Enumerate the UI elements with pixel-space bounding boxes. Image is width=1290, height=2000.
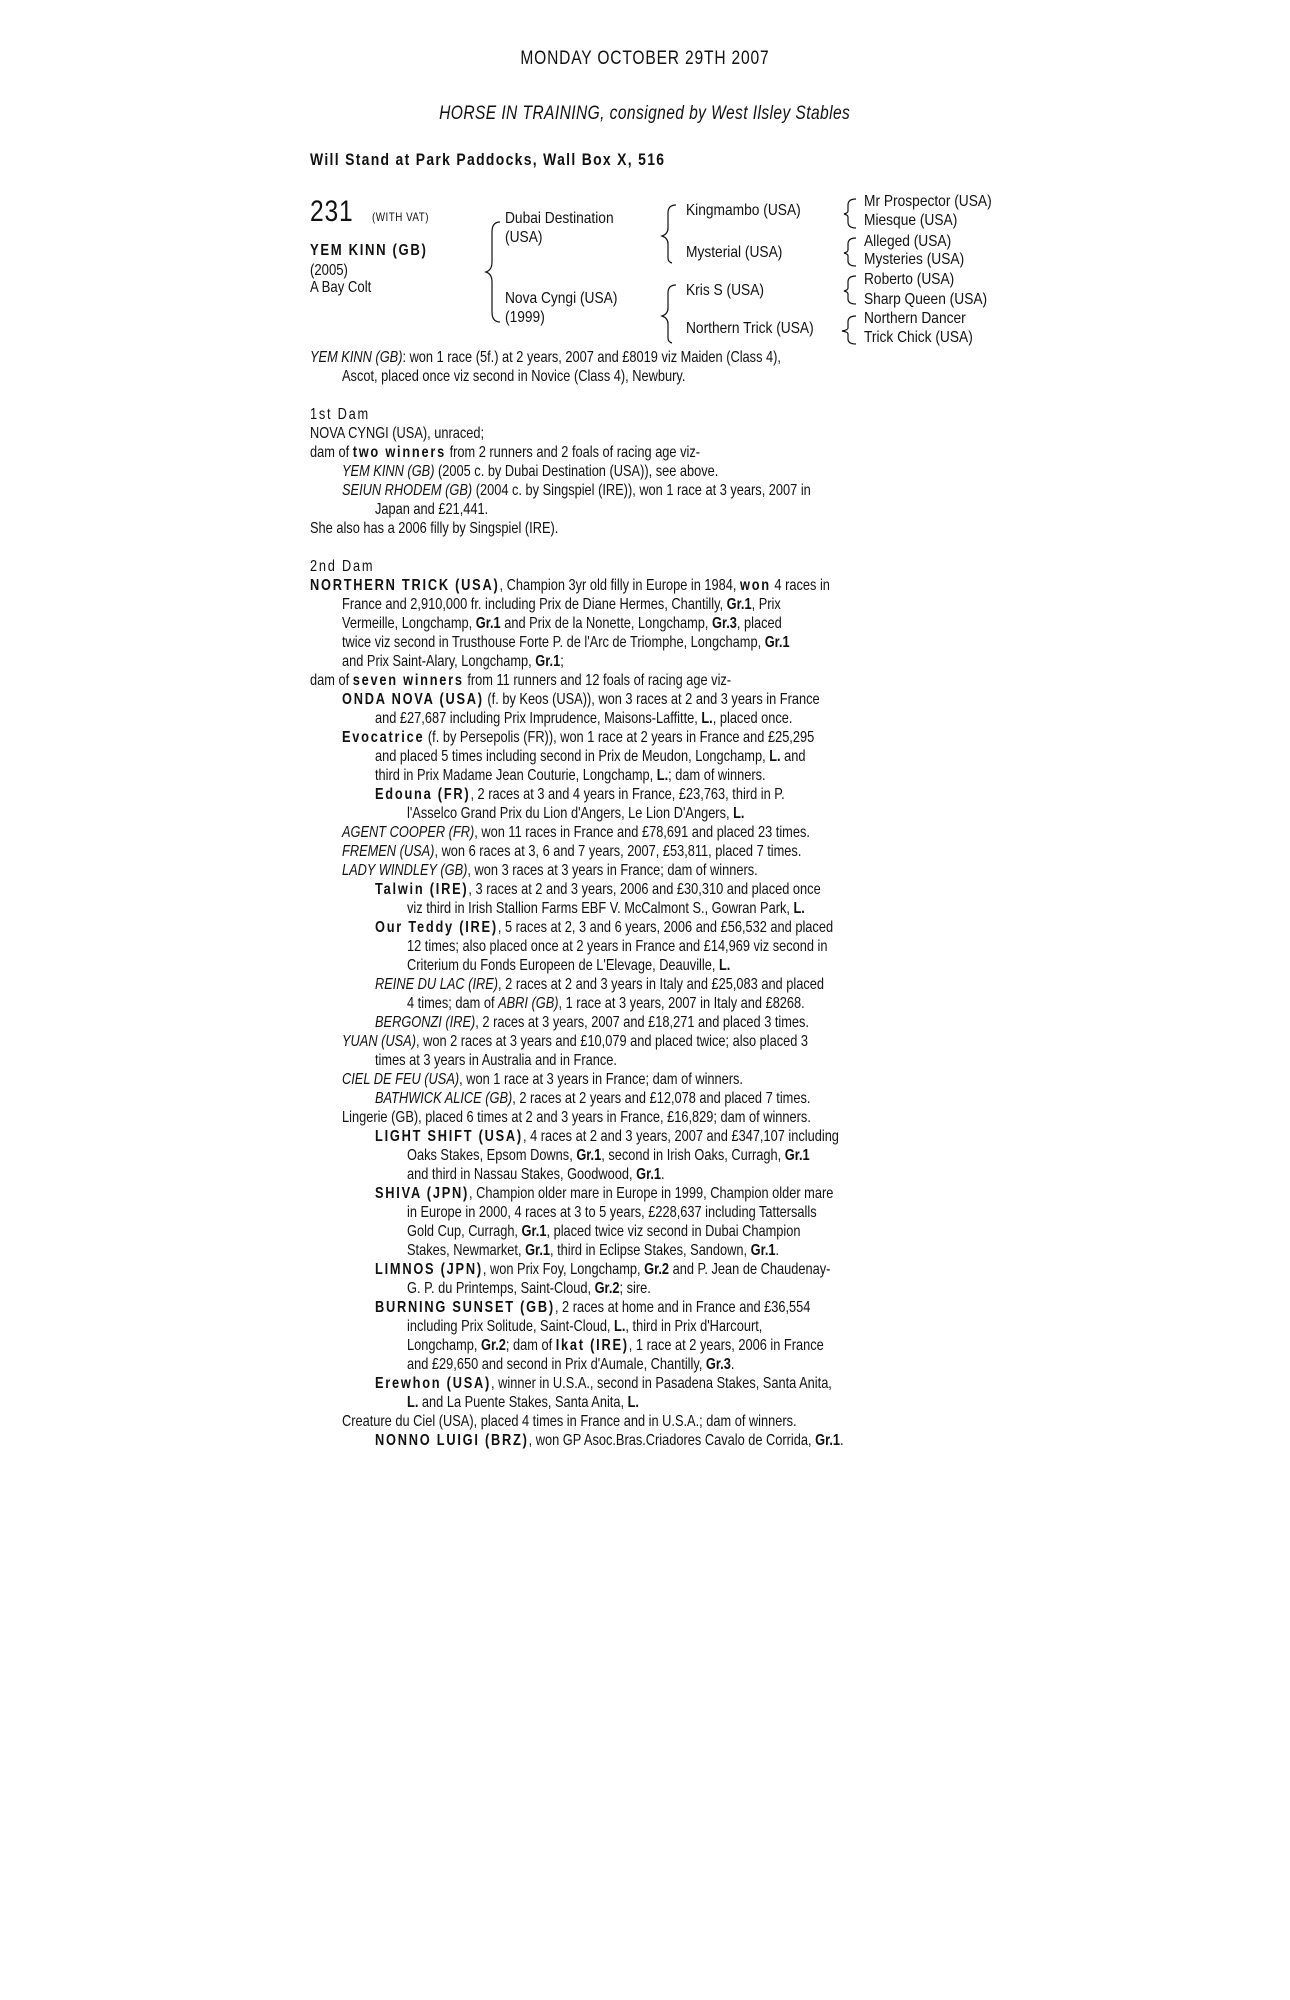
record-line: YEM KINN (GB): won 1 race (5f.) at 2 years, 2007 and £8019 viz Maiden (Class 4), [310,349,781,366]
second-dam-line: Lingerie (GB), placed 6 times at 2 and 3 years in France, £16,829; dam of winners. [342,1109,811,1126]
first-dam-line: SEIUN RHODEM (GB) (2004 c. by Singspiel (IRE)), won 1 race at 3 years, 2007 in [342,482,811,499]
pedigree-sire-country: (USA) [505,229,543,246]
first-dam-line: Japan and £21,441. [375,501,489,518]
second-dam-line: Evocatrice (f. by Persepolis (FR)), won 1 race at 2 years in France and £25,295 [342,729,815,746]
second-dam-line: l'Asselco Grand Prix du Lion d'Angers, Le Lion D'Angers, L. [407,805,745,822]
second-dam-line: Edouna (FR), 2 races at 3 and 4 years in France, £23,763, third in P. [375,786,785,803]
horse-name: YEM KINN (GB) [310,242,428,259]
pedigree-sds: Alleged (USA) [864,233,952,250]
second-dam-line: in Europe in 2000, 4 races at 3 to 5 years, £228,637 including Tattersalls [407,1204,817,1221]
pedigree-ddd: Trick Chick (USA) [864,329,973,346]
consignment-subtitle: HORSE IN TRAINING, consigned by West Ilsley Stables [439,103,851,124]
first-dam-line: NOVA CYNGI (USA), unraced; [310,425,485,442]
second-dam-line: and £27,687 including Prix Imprudence, Maisons-Laffitte, L., placed once. [375,710,793,727]
second-dam-line: dam of seven winners from 11 runners and 12 foals of racing age viz- [310,672,732,689]
second-dam-line: NONNO LUIGI (BRZ), won GP Asoc.Bras.Criadores Cavalo de Corrida, Gr.1. [375,1432,844,1449]
pedigree-sire-dam: Mysterial (USA) [686,244,783,261]
second-dam-line: Gold Cup, Curragh, Gr.1, placed twice viz second in Dubai Champion [407,1223,801,1240]
second-dam-line: Criterium du Fonds Europeen de L'Elevage, Deauville, L. [407,957,731,974]
second-dam-line: times at 3 years in Australia and in France. [375,1052,617,1069]
pedigree-dam: Nova Cyngi (USA) [505,290,618,307]
second-dam-line: and Prix Saint-Alary, Longchamp, Gr.1; [342,653,564,670]
pedigree-dsd: Sharp Queen (USA) [864,291,988,308]
second-dam-line: Talwin (IRE), 3 races at 2 and 3 years, 2006 and £30,310 and placed once [375,881,821,898]
second-dam-line: France and 2,910,000 fr. including Prix de Diane Hermes, Chantilly, Gr.1, Prix [342,596,781,613]
pedigree-dam-dam: Northern Trick (USA) [686,320,814,337]
second-dam-line: CIEL DE FEU (USA), won 1 race at 3 years in France; dam of winners. [342,1071,743,1088]
second-dam-line: twice viz second in Trusthouse Forte P. de l'Arc de Triomphe, Longchamp, Gr.1 [342,634,790,651]
first-dam-line: She also has a 2006 filly by Singspiel (IRE). [310,520,559,537]
second-dam-line: BATHWICK ALICE (GB), 2 races at 2 years and £12,078 and placed 7 times. [375,1090,811,1107]
second-dam-line: YUAN (USA), won 2 races at 3 years and £10,079 and placed twice; also placed 3 [342,1033,809,1050]
pedigree-dam-year: (1999) [505,309,545,326]
second-dam-line: G. P. du Printemps, Saint-Cloud, Gr.2; sire. [407,1280,651,1297]
second-dam-line: BURNING SUNSET (GB), 2 races at home and in France and £36,554 [375,1299,811,1316]
lot-number: 231 [310,195,354,228]
second-dam-line: Our Teddy (IRE), 5 races at 2, 3 and 6 years, 2006 and £56,532 and placed [375,919,834,936]
second-dam-line: and placed 5 times including second in Prix de Meudon, Longchamp, L. and [375,748,806,765]
sale-date: MONDAY OCTOBER 29TH 2007 [520,48,770,69]
second-dam-line: AGENT COOPER (FR), won 11 races in France and £78,691 and placed 23 times. [342,824,810,841]
catalogue-body [310,348,990,1450]
second-dam-line: Oaks Stakes, Epsom Downs, Gr.1, second in Irish Oaks, Curragh, Gr.1 [407,1147,810,1164]
first-dam-line: dam of two winners from 2 runners and 2 foals of racing age viz- [310,444,701,461]
second-dam-line: NORTHERN TRICK (USA), Champion 3yr old filly in Europe in 1984, won 4 races in [310,577,830,594]
second-dam-line: SHIVA (JPN), Champion older mare in Europe in 1999, Champion older mare [375,1185,834,1202]
second-dam-line: BERGONZI (IRE), 2 races at 3 years, 2007 and £18,271 and placed 3 times. [375,1014,810,1031]
first-dam-line: YEM KINN (GB) (2005 c. by Dubai Destination (USA)), see above. [342,463,719,480]
second-dam-heading: 2nd Dam [310,558,375,575]
second-dam-line: ONDA NOVA (USA) (f. by Keos (USA)), won 3 races at 2 and 3 years in France [342,691,820,708]
vat-note: (WITH VAT) [372,210,430,224]
record-line: Ascot, placed once viz second in Novice (Class 4), Newbury. [342,368,686,385]
second-dam-line: viz third in Irish Stallion Farms EBF V. McCalmont S., Gowran Park, L. [407,900,805,917]
pedigree-sss: Mr Prospector (USA) [864,193,992,210]
second-dam-line: LADY WINDLEY (GB), won 3 races at 3 years in France; dam of winners. [342,862,758,879]
second-dam-line: and £29,650 and second in Prix d'Aumale, Chantilly, Gr.3. [407,1356,735,1373]
pedigree-ssd: Miesque (USA) [864,212,958,229]
second-dam-line: Longchamp, Gr.2; dam of Ikat (IRE), 1 race at 2 years, 2006 in France [407,1337,824,1354]
horse-year: (2005) [310,262,348,279]
stand-location: Will Stand at Park Paddocks, Wall Box X, 516 [310,150,666,169]
pedigree-dam-sire: Kris S (USA) [686,282,764,299]
first-dam-heading: 1st Dam [310,406,370,423]
second-dam-line: Stakes, Newmarket, Gr.1, third in Eclipse Stakes, Sandown, Gr.1. [407,1242,780,1259]
pedigree-dds: Northern Dancer [864,310,966,327]
second-dam-line: including Prix Solitude, Saint-Cloud, L., third in Prix d'Harcourt, [407,1318,763,1335]
second-dam-line: LIMNOS (JPN), won Prix Foy, Longchamp, Gr.2 and P. Jean de Chaudenay- [375,1261,831,1278]
second-dam-line: LIGHT SHIFT (USA), 4 races at 2 and 3 years, 2007 and £347,107 including [375,1128,839,1145]
pedigree-sire: Dubai Destination [505,210,614,227]
second-dam-line: Creature du Ciel (USA), placed 4 times in France and in U.S.A.; dam of winners. [342,1413,797,1430]
second-dam-line: 4 times; dam of ABRI (GB), 1 race at 3 years, 2007 in Italy and £8268. [407,995,805,1012]
second-dam-line: third in Prix Madame Jean Couturie, Longchamp, L.; dam of winners. [375,767,766,784]
second-dam-line: and third in Nassau Stakes, Goodwood, Gr.1. [407,1166,665,1183]
pedigree-sire-sire: Kingmambo (USA) [686,202,801,219]
second-dam-line: FREMEN (USA), won 6 races at 3, 6 and 7 years, 2007, £53,811, placed 7 times. [342,843,802,860]
horse-description: A Bay Colt [310,279,372,296]
second-dam-line: 12 times; also placed once at 2 years in France and £14,969 viz second in [407,938,828,955]
pedigree-sdd: Mysteries (USA) [864,251,965,268]
second-dam-line: REINE DU LAC (IRE), 2 races at 2 and 3 years in Italy and £25,083 and placed [375,976,824,993]
second-dam-line: Vermeille, Longchamp, Gr.1 and Prix de la Nonette, Longchamp, Gr.3, placed [342,615,782,632]
second-dam-line: Erewhon (USA), winner in U.S.A., second in Pasadena Stakes, Santa Anita, [375,1375,832,1392]
pedigree-dss: Roberto (USA) [864,271,955,288]
second-dam-line: L. and La Puente Stakes, Santa Anita, L. [407,1394,639,1411]
